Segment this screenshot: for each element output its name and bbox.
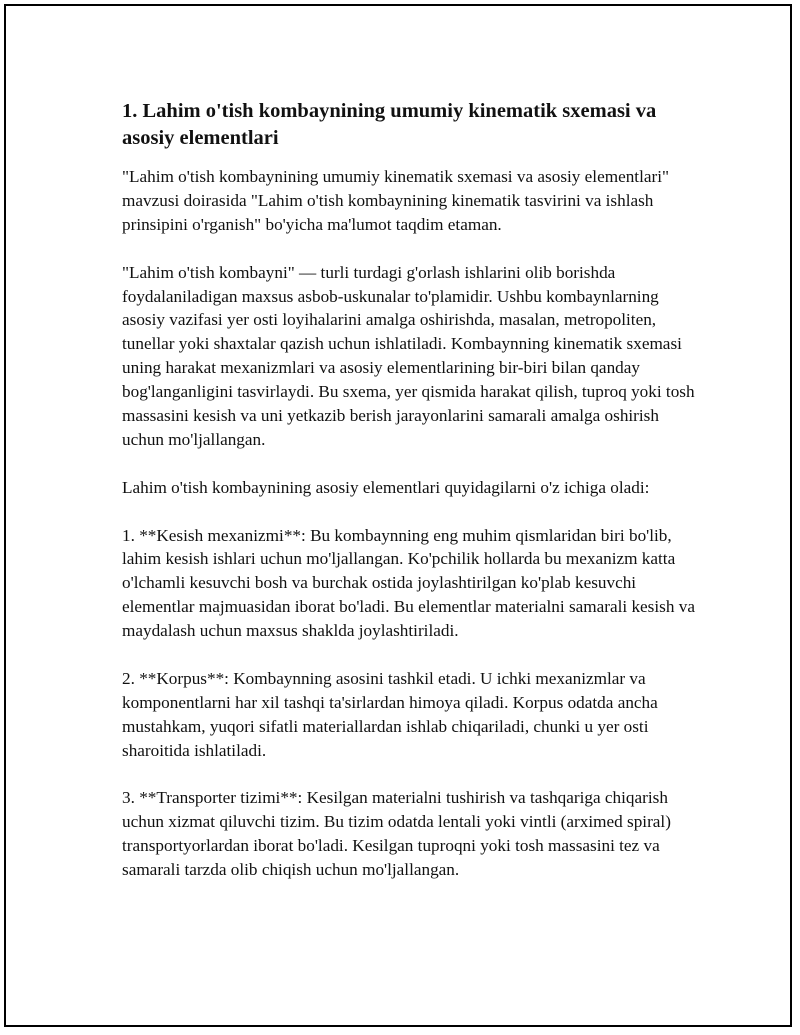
list-item-body: 2. **Korpus**: Kombaynning asosini tashkil etadi. U ichki mexanizmlar va komponentlarni har xil tashqi ta'sirlardan himoya qiladi. Korpus odatda ancha mustahkam, yuqori sifatli materiallardan ishlab chiqariladi, chunki u yer osti sharoitida ishlatiladi.: [122, 668, 658, 760]
page-frame: [4, 4, 792, 1027]
document-title: 1. Lahim o'tish kombaynining umumiy kinematik sxemasi va asosiy elementlari: [122, 100, 657, 149]
intro-paragraph: "Lahim o'tish kombaynining umumiy kinematik sxemasi va asosiy elementlari" mavzusi doirasida "Lahim o'tish kombaynining kinematik tasvirini va ishlash prinsipini o'rganish" bo'yicha ma'lumot taqdim etaman.: [122, 167, 669, 234]
definition-paragraph: "Lahim o'tish kombayni" — turli turdagi g'orlash ishlarini olib borishda foydalaniladigan maxsus asbob-uskunalar to'plamidir. Ushbu kombaynlarning asosiy vazifasi yer osti loyihalarini amalga oshirishda, masalan, metropoliten, tunellar yoki shaxtalar qazish uchun ishlatiladi. Kombaynning kinematik sxemasi uning harakat mexanizmlari va asosiy elementlarining bir-biri bilan qanday bog'langanligini tasvirlaydi. Bu sxema, yer qismida harakat qilish, tuproq yoki tosh massasini kesish va uni yetkazib berish jarayonlarini samarali amalga oshirish uchun mo'ljallangan.: [122, 262, 695, 449]
list-item-cutting-mechanism: 1. **Kesish mexanizmi**: Bu kombaynning eng muhim qismlaridan biri bo'lib, lahim kesish ishlari uchun mo'ljallangan. Ko'pchilik hollarda bu mexanizm katta o'lchamli kesuvchi bosh va burchak ostida joylashtirilgan ko'plab kesuvchi elementlar majmuasidan iborat bo'ladi. Bu elementlar materialni samarali kesish va maydalash uchun maxsus shaklda joylashtiriladi.: [122, 525, 695, 641]
document-content: [122, 98, 697, 906]
elements-intro-paragraph: Lahim o'tish kombaynining asosiy elementlari quyidagilarni o'z ichiga oladi:: [122, 477, 650, 497]
list-item-transporter-system: 3. **Transporter tizimi**: Kesilgan materialni tushirish va tashqariga chiqarish uchun xizmat qiluvchi tizim. Bu tizim odatda lentali yoki vintli (arximed spiral) transportyorlardan iborat bo'ladi. Kesilgan tuproqni yoki tosh massasini tez va samarali tarzda olib chiqish uchun mo'ljallangan.: [122, 788, 671, 880]
